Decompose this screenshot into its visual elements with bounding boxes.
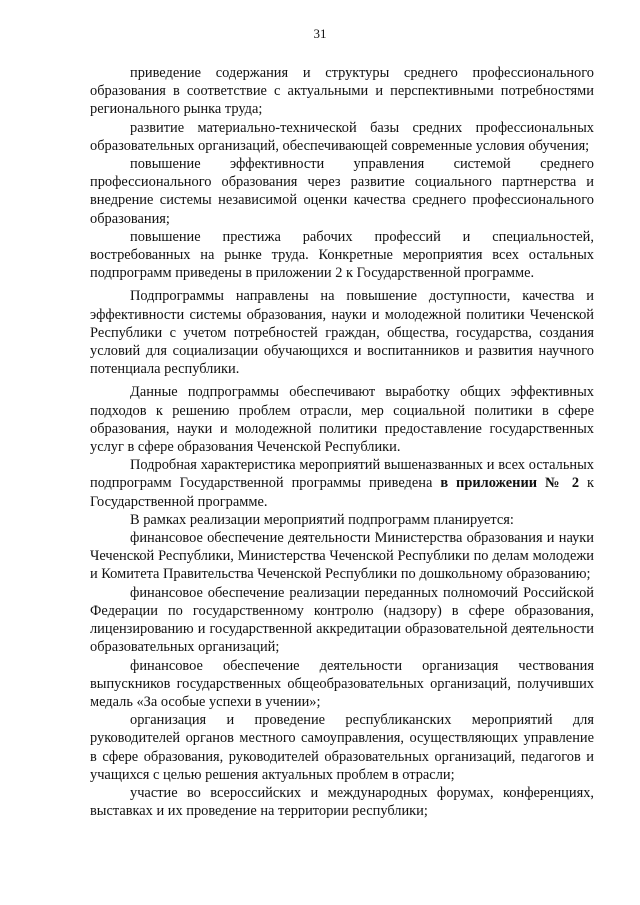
paragraph-subprograms-approach: Данные подпрограммы обеспечивают выработку общих эффективных подходов к решению проблем отрасли, мер социальной политики в сфере образования, науки и молодежной политики предоставление государственных услуг в сфере образования Чеченской Республики.	[90, 384, 594, 456]
paragraph-republican-events: организация и проведение республиканских мероприятий для руководителей органов местного самоуправления, осуществляющих управление в сфере образования, руководителей образовательных организаций, педагогов и учащихся с целью решения актуальных проблем в отрасли;	[90, 712, 594, 783]
paragraph-subprograms-goal: Подпрограммы направлены на повышение доступности, качества и эффективности системы образования, науки и молодежной политики Чеченской Республики с учетом потребностей граждан, общества, государства, создания условий для социализации обучающихся и воспитанников и развития научного потенциала республики.	[90, 288, 594, 378]
paragraph-planned-intro: В рамках реализации мероприятий подпрограмм планируется:	[130, 511, 514, 528]
paragraph-graduates-honoring: финансовое обеспечение деятельности организация чествования выпускников государственных общеобразовательных организаций, получивших медаль «За особые успехи в учении»;	[90, 657, 594, 710]
paragraph-material-base: развитие материально-технической базы средних профессиональных образовательных организаций, обеспечивающей современные условия обучения;	[90, 119, 594, 154]
appendix-reference: в приложении № 2	[440, 475, 580, 492]
paragraph-professions-prestige: повышение престижа рабочих профессий и специальностей, востребованных на рынке труда. Конкретные мероприятия всех остальных подпрограмм приведены в приложении 2 к Государственной программе.	[90, 228, 594, 282]
document-body	[90, 64, 594, 820]
detailed-characteristics-tail: к Государственной программе.	[90, 475, 594, 510]
paragraph-delegated-powers: финансовое обеспечение реализации переданных полномочий Российской Федерации по государственному контролю (надзору) в сфере образования, лицензированию и государственной аккредитации образовательной деятельности образовательных организаций;	[90, 584, 594, 656]
paragraph-detailed-characteristics	[90, 456, 594, 511]
paragraph-content-alignment: приведение содержания и структуры среднего профессионального образования в соответствие с актуальными и перспективными потребностями регионального рынка труда;	[90, 65, 594, 118]
paragraph-forums-participation: участие во всероссийских и международных форумах, конференциях, выставках и их проведение на территории республики;	[90, 784, 594, 820]
paragraph-ministry-funding: финансовое обеспечение деятельности Министерства образования и науки Чеченской Республики, Министерства Чеченской Республики по делам молодежи и Комитета Правительства Чеченской Республики по дошкольному образованию;	[90, 530, 594, 583]
page-number: 31	[313, 26, 327, 41]
detailed-characteristics-text: Подробная характеристика мероприятий вышеназванных и всех остальных подпрограмм Государственной программы приведена	[90, 457, 594, 492]
paragraph-management-efficiency: повышение эффективности управления системой среднего профессионального образования через развитие социального партнерства и внедрение системы независимой оценки качества среднего профессионального образования;	[90, 156, 594, 227]
